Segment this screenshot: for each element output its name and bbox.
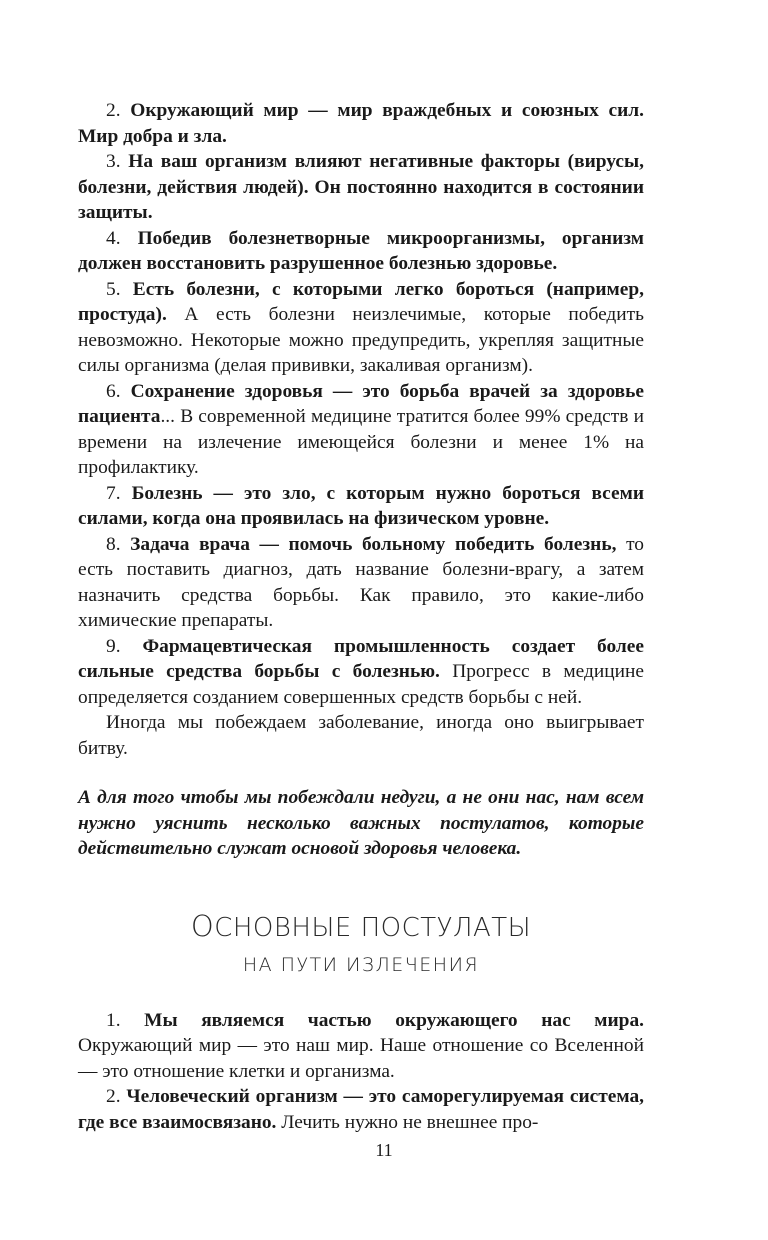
item-bold-text: Окружающий мир — мир враждебных и союзных сил. Мир добра и зла. [78, 100, 644, 147]
italic-callout: А для того чтобы мы побеждали недуги, а не они нас, нам всем нужно уяснить несколько важных постулатов, которые действительно служат основой здоровья человека. [78, 787, 644, 859]
item-number: 2. [106, 100, 121, 121]
list-item [78, 481, 644, 532]
item-number: 4. [106, 227, 121, 249]
item-bold-text: Мы являемся частью окружающего нас мира. [144, 1009, 644, 1031]
item-number: 2. [106, 1086, 121, 1107]
list-item [78, 634, 644, 711]
item-number: 1. [106, 1009, 121, 1031]
list-item [78, 379, 644, 481]
item-number: 5. [106, 278, 121, 300]
heading-line-2: НА ПУТИ ИЗЛЕЧЕНИЯ [242, 953, 480, 976]
page-number: 11 [375, 1140, 393, 1160]
item-text: Окружающий мир — это наш мир. Наше отношение со Вселенной — это отношение клетки и организма. [78, 1035, 644, 1082]
item-number: 9. [106, 635, 121, 657]
body-paragraph: Иногда мы побеждаем заболевание, иногда оно выигрывает битву. [78, 712, 644, 759]
heading-initial: О [190, 908, 215, 943]
item-text: А есть болезни неизлечимые, которые победить невозможно. Некоторые можно предупредить, укрепляя защитные силы организма (делая прививки, закаливая организм). [78, 304, 644, 376]
list-item [78, 532, 644, 634]
page-content [78, 98, 644, 1135]
heading-line-1 [78, 906, 644, 948]
item-bold-text: Сохранение здоровья — это борьба врачей за здоровье пациента [78, 380, 644, 427]
list-item [78, 1008, 644, 1085]
heading-line-1-text: СНОВНЫЕ ПОСТУЛАТЫ [214, 912, 532, 943]
item-bold-text: Есть болезни, с которыми легко бороться (например, простуда). [78, 278, 644, 325]
section-heading [78, 906, 644, 982]
numbered-list-top [78, 98, 644, 710]
item-text: Прогресс в медицине определяется созданием совершенных средств борьбы с ней. [78, 661, 644, 708]
item-bold-text: На ваш организм влияют негативные факторы (вирусы, болезни, действия людей). Он постоянно находится в состоянии защиты. [78, 151, 644, 223]
item-text: то есть поставить диагноз, дать название болезни-врагу, а затем назначить средства борьбы. Как правило, это какие-либо химические препараты. [78, 533, 644, 631]
item-number: 7. [106, 482, 121, 504]
list-item [78, 98, 644, 149]
list-item [78, 1084, 644, 1135]
item-bold-text: Человеческий организм — это саморегулируемая система, где все взаимосвязано. [78, 1086, 644, 1133]
list-item [78, 149, 644, 226]
item-text: ... В современной медицине тратится более 99% средств и времени на излечение имеющейся болезни и менее 1% на профилактику. [78, 406, 644, 478]
list-item [78, 277, 644, 379]
item-bold-text: Болезнь — это зло, с которым нужно бороться всеми силами, когда она проявилась на физическом уровне. [78, 482, 644, 529]
item-number: 8. [106, 533, 121, 555]
item-text: Лечить нужно не внешнее про- [276, 1111, 539, 1133]
item-number: 3. [106, 151, 121, 172]
numbered-list-bottom [78, 1008, 644, 1136]
item-bold-text: Победив болезнетворные микроорганизмы, организм должен восстановить разрушенное болезнью здоровье. [78, 227, 644, 274]
item-bold-text: Задача врача — помочь больному победить болезнь, [130, 533, 617, 555]
list-item [78, 226, 644, 277]
item-number: 6. [106, 380, 121, 402]
item-bold-text: Фармацевтическая промышленность создает более сильные средства борьбы с болезнью. [78, 635, 644, 682]
